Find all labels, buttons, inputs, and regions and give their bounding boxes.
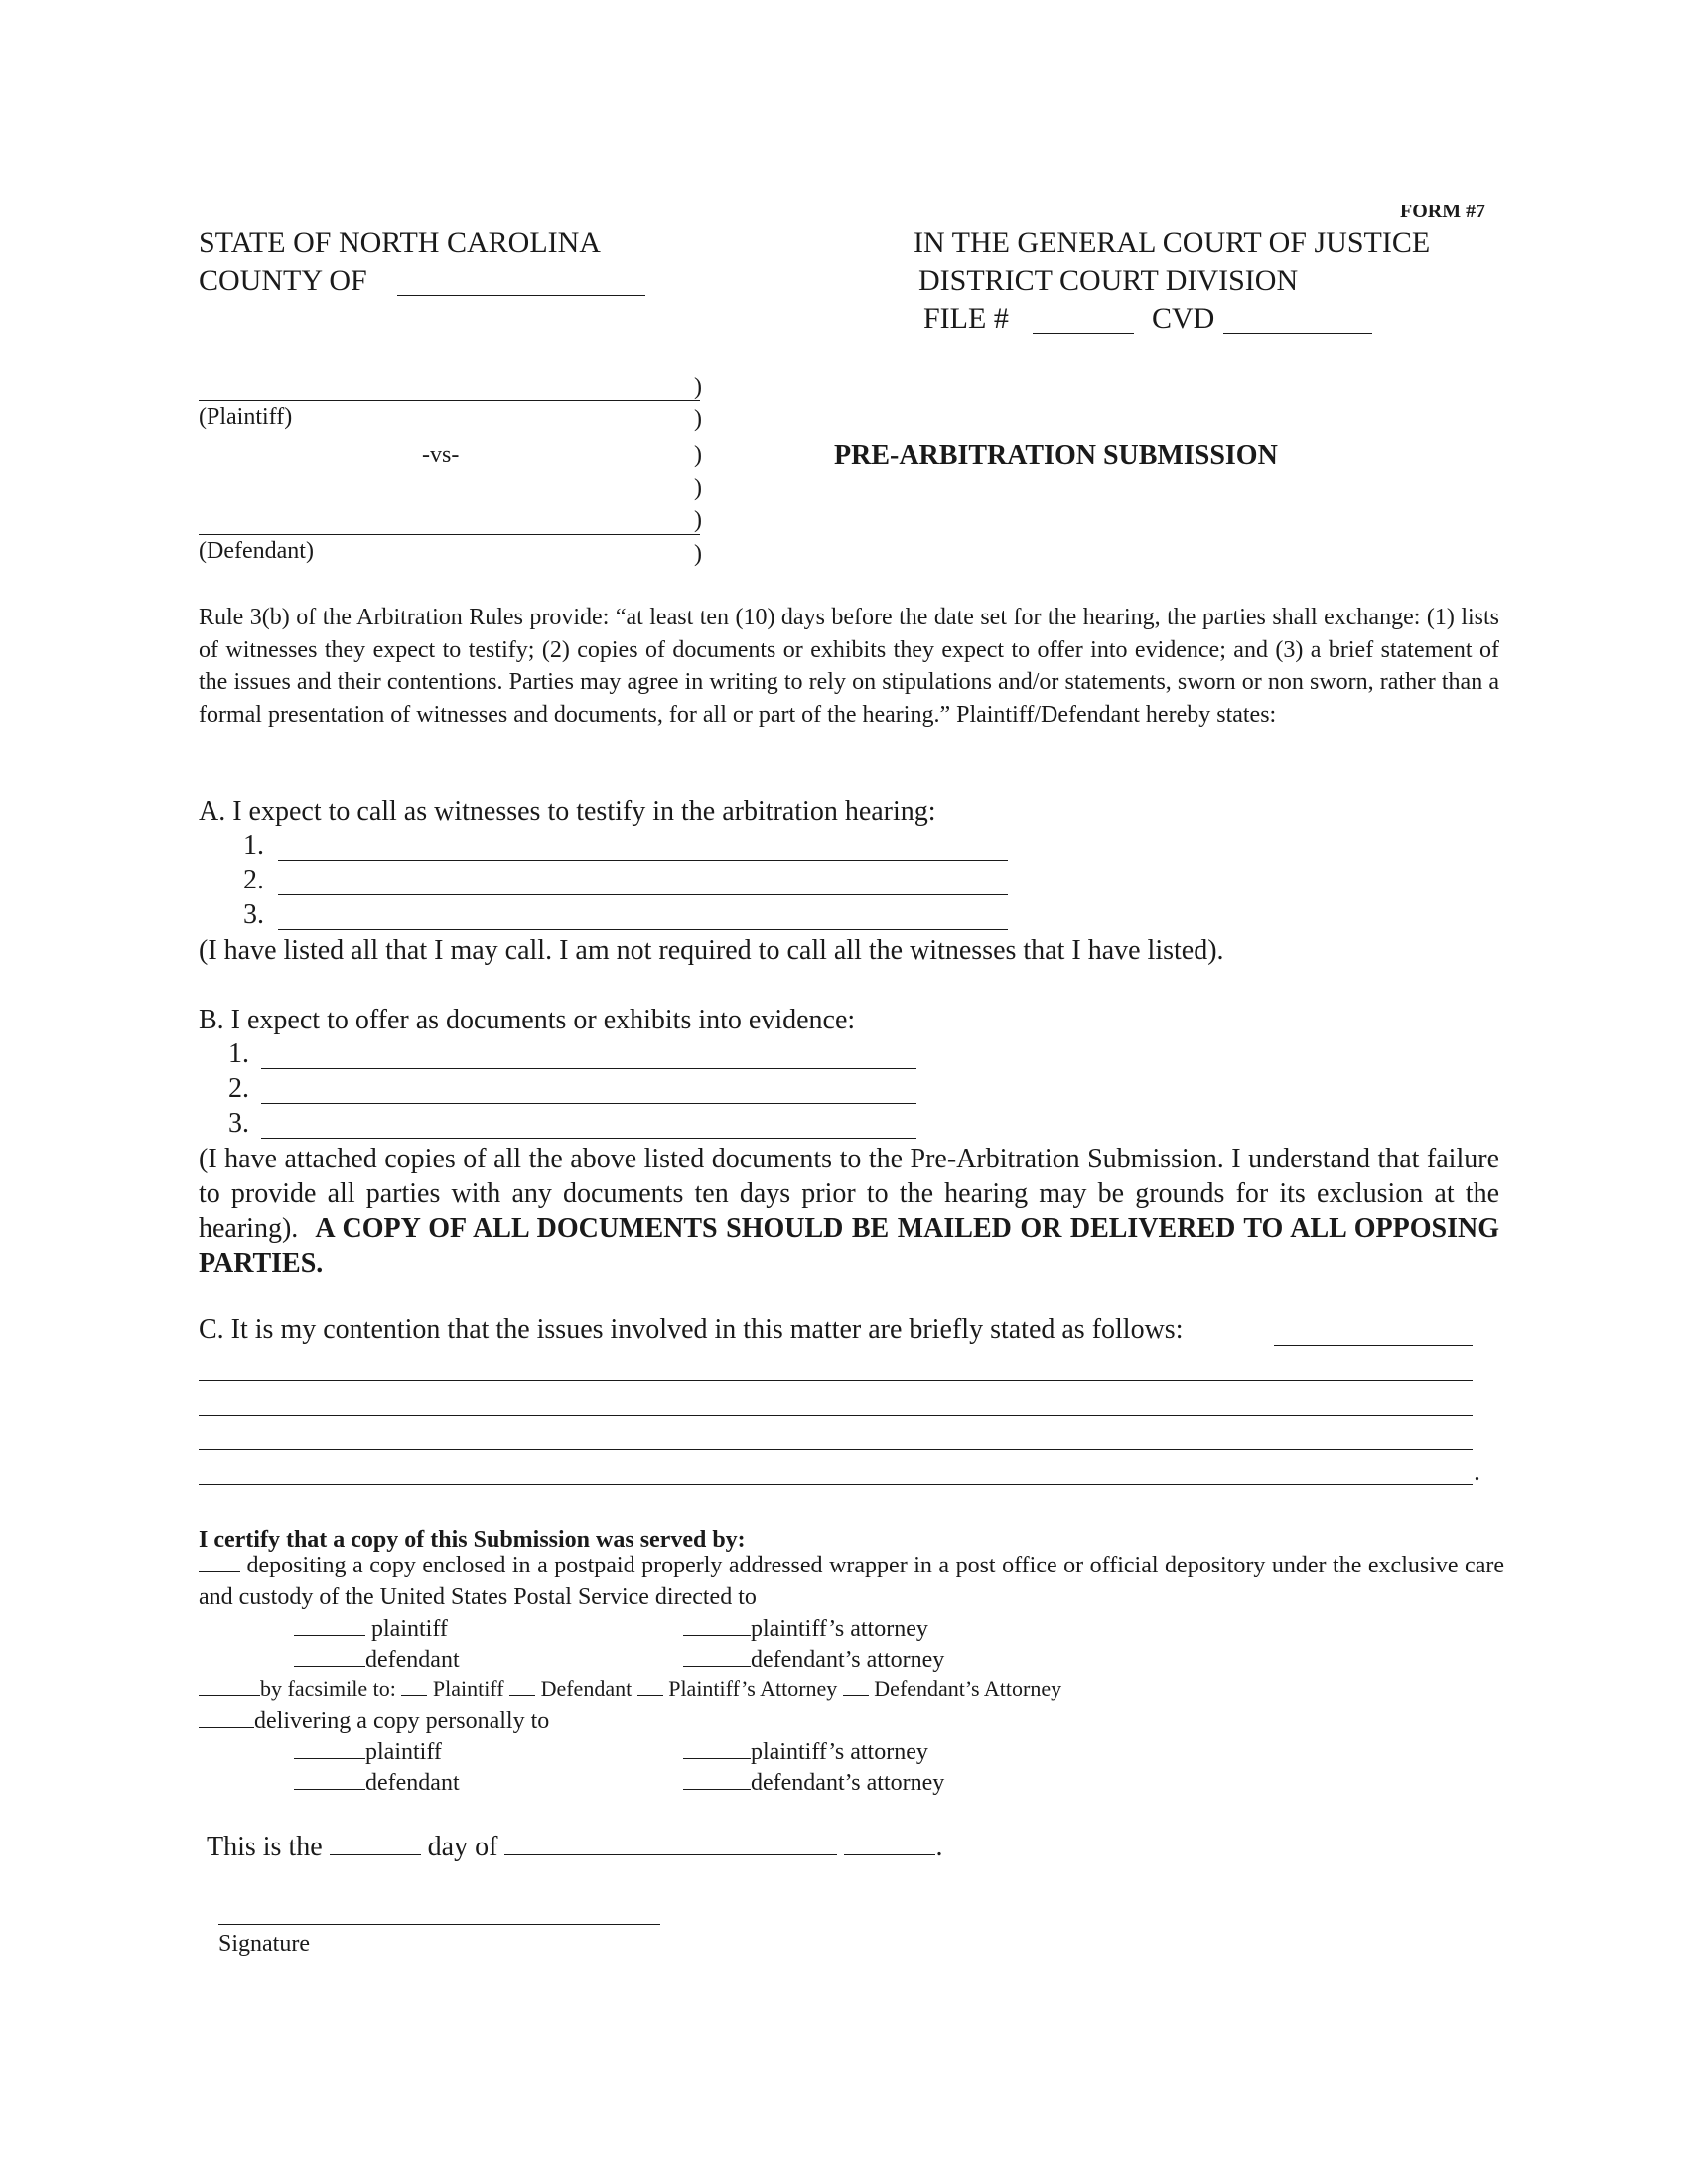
- deliver-defendant-label: defendant: [365, 1770, 460, 1796]
- contention-field-1[interactable]: [199, 1380, 1473, 1381]
- fax-defendant-check[interactable]: [509, 1694, 535, 1696]
- deliver-defendant-attorney-check[interactable]: [683, 1788, 751, 1790]
- fax-plaintiff-attorney-label: Plaintiff’s Attorney: [668, 1676, 838, 1701]
- deliver-plaintiff-attorney-label: plaintiff’s attorney: [751, 1739, 928, 1765]
- section-a-note: (I have listed all that I may call. I am not required to call all the witnesses that I have listed).: [199, 935, 1224, 966]
- deliver-label: delivering a copy personally to: [254, 1708, 550, 1734]
- mail-service-text: depositing a copy enclosed in a postpaid properly addressed wrapper in a post office or official depository under the exclusive care and custody of the United States Postal Service directed to: [199, 1553, 1505, 1610]
- fax-service-check[interactable]: [199, 1694, 260, 1696]
- mail-plaintiff-option: [294, 1614, 448, 1644]
- mail-plaintiff-attorney-label: plaintiff’s attorney: [751, 1616, 928, 1642]
- fax-label: by facsimile to:: [260, 1676, 396, 1701]
- deliver-plaintiff-check[interactable]: [294, 1757, 365, 1759]
- month-field[interactable]: [504, 1853, 837, 1855]
- caption-bracket: ): [694, 406, 702, 432]
- plaintiff-name-field[interactable]: [199, 400, 700, 401]
- mail-defendant-label: defendant: [365, 1647, 460, 1673]
- section-c-heading: C. It is my contention that the issues involved in this matter are briefly stated as follows:: [199, 1314, 1184, 1345]
- versus-label: -vs-: [422, 442, 460, 468]
- contention-field-0[interactable]: [1274, 1345, 1473, 1346]
- exhibit-number: 1.: [228, 1038, 249, 1069]
- witness-field-3[interactable]: [278, 929, 1008, 930]
- fax-defendant-label: Defendant: [540, 1676, 633, 1701]
- contention-field-2[interactable]: [199, 1415, 1473, 1416]
- exhibit-field-2[interactable]: [261, 1103, 916, 1104]
- plaintiff-label: (Plaintiff): [199, 404, 293, 430]
- deliver-defendant-option: [294, 1768, 460, 1798]
- deliver-plaintiff-attorney-check[interactable]: [683, 1757, 751, 1759]
- day-field[interactable]: [330, 1853, 421, 1855]
- document-title: PRE-ARBITRATION SUBMISSION: [834, 440, 1278, 471]
- state-name: STATE OF NORTH CAROLINA: [199, 226, 601, 259]
- deliver-service-line: [199, 1706, 549, 1736]
- file-label: FILE #: [923, 302, 1009, 335]
- date-period: .: [935, 1832, 943, 1862]
- county-label: COUNTY OF: [199, 264, 367, 297]
- county-field[interactable]: [397, 295, 645, 296]
- fax-defendant-attorney-label: Defendant’s Attorney: [874, 1676, 1062, 1701]
- section-b-mailing-warning: A COPY OF ALL DOCUMENTS SHOULD BE MAILED OR DELIVERED TO ALL OPPOSING PARTIES.: [199, 1213, 1499, 1279]
- witness-number: 1.: [243, 830, 264, 861]
- fax-plaintiff-check[interactable]: [401, 1694, 427, 1696]
- contention-period: .: [1474, 1456, 1480, 1487]
- caption-bracket: ): [694, 374, 702, 400]
- exhibit-number: 3.: [228, 1108, 249, 1139]
- this-is-the-label: This is the: [207, 1832, 323, 1862]
- mail-plaintiff-attorney-check[interactable]: [683, 1634, 751, 1636]
- witness-number: 2.: [243, 865, 264, 895]
- contention-field-3[interactable]: [199, 1449, 1473, 1450]
- court-name: IN THE GENERAL COURT OF JUSTICE: [914, 226, 1431, 259]
- exhibit-field-1[interactable]: [261, 1068, 916, 1069]
- caption-bracket: ): [694, 442, 702, 468]
- deliver-plaintiff-option: [294, 1737, 442, 1767]
- file-number-field[interactable]: [1033, 333, 1134, 334]
- contention-field-4[interactable]: [199, 1484, 1473, 1485]
- mail-defendant-attorney-check[interactable]: [683, 1665, 751, 1667]
- deliver-plaintiff-attorney-option: [683, 1737, 928, 1767]
- mail-plaintiff-label: plaintiff: [371, 1616, 448, 1642]
- division-name: DISTRICT COURT DIVISION: [918, 264, 1299, 297]
- witness-field-2[interactable]: [278, 894, 1008, 895]
- signature-label: Signature: [218, 1931, 310, 1957]
- section-b-note: [199, 1142, 1499, 1281]
- deliver-service-check[interactable]: [199, 1726, 254, 1728]
- deliver-defendant-attorney-label: defendant’s attorney: [751, 1770, 945, 1796]
- mail-plaintiff-check[interactable]: [294, 1634, 365, 1636]
- mail-defendant-option: [294, 1645, 460, 1675]
- mail-service-check[interactable]: [199, 1570, 240, 1572]
- deliver-defendant-check[interactable]: [294, 1788, 365, 1790]
- mail-defendant-attorney-label: defendant’s attorney: [751, 1647, 945, 1673]
- certificate-heading: I certify that a copy of this Submission was served by:: [199, 1527, 746, 1553]
- defendant-name-field[interactable]: [199, 534, 700, 535]
- fax-service-line: [199, 1675, 1061, 1703]
- fax-plaintiff-label: Plaintiff: [432, 1676, 504, 1701]
- exhibit-number: 2.: [228, 1073, 249, 1104]
- cvd-number-field[interactable]: [1223, 333, 1372, 334]
- section-a-heading: A. I expect to call as witnesses to testify in the arbitration hearing:: [199, 796, 936, 827]
- section-b-note-text: (I have attached copies of all the above listed documents to the Pre-Arbitration Submission. I understand that failure to provide all parties with any documents ten days prior to the hearing may be grounds for its exclusion at the hearing).: [199, 1144, 1499, 1244]
- form-number: FORM #7: [1400, 201, 1486, 222]
- date-line: [207, 1830, 942, 1865]
- caption-bracket: ): [694, 507, 702, 533]
- mail-plaintiff-attorney-option: [683, 1614, 928, 1644]
- fax-plaintiff-attorney-check[interactable]: [637, 1694, 663, 1696]
- mail-service-paragraph: [199, 1550, 1504, 1613]
- year-field[interactable]: [844, 1853, 935, 1855]
- caption-bracket: ): [694, 476, 702, 501]
- fax-defendant-attorney-check[interactable]: [843, 1694, 869, 1696]
- rule-intro-paragraph: Rule 3(b) of the Arbitration Rules provide: “at least ten (10) days before the date set for the hearing, the parties shall exchange: (1) lists of witnesses they expect to testify; (2) copies of documents or exhibits they expect to offer into evidence; and (3) a brief statement of the issues and their contentions. Parties may agree in writing to rely on stipulations and/or statements, sworn or non sworn, rather than a formal presentation of witnesses and documents, for all or part of the hearing.” Plaintiff/Defendant hereby states:: [199, 605, 1499, 728]
- cvd-label: CVD: [1152, 302, 1215, 335]
- mail-defendant-check[interactable]: [294, 1665, 365, 1667]
- deliver-plaintiff-label: plaintiff: [365, 1739, 442, 1765]
- witness-field-1[interactable]: [278, 860, 1008, 861]
- deliver-defendant-attorney-option: [683, 1768, 944, 1798]
- section-b-heading: B. I expect to offer as documents or exhibits into evidence:: [199, 1005, 856, 1035]
- signature-field[interactable]: [218, 1924, 660, 1925]
- defendant-label: (Defendant): [199, 538, 314, 564]
- exhibit-field-3[interactable]: [261, 1138, 916, 1139]
- mail-defendant-attorney-option: [683, 1645, 944, 1675]
- witness-number: 3.: [243, 899, 264, 930]
- caption-bracket: ): [694, 541, 702, 567]
- day-of-label: day of: [427, 1832, 498, 1862]
